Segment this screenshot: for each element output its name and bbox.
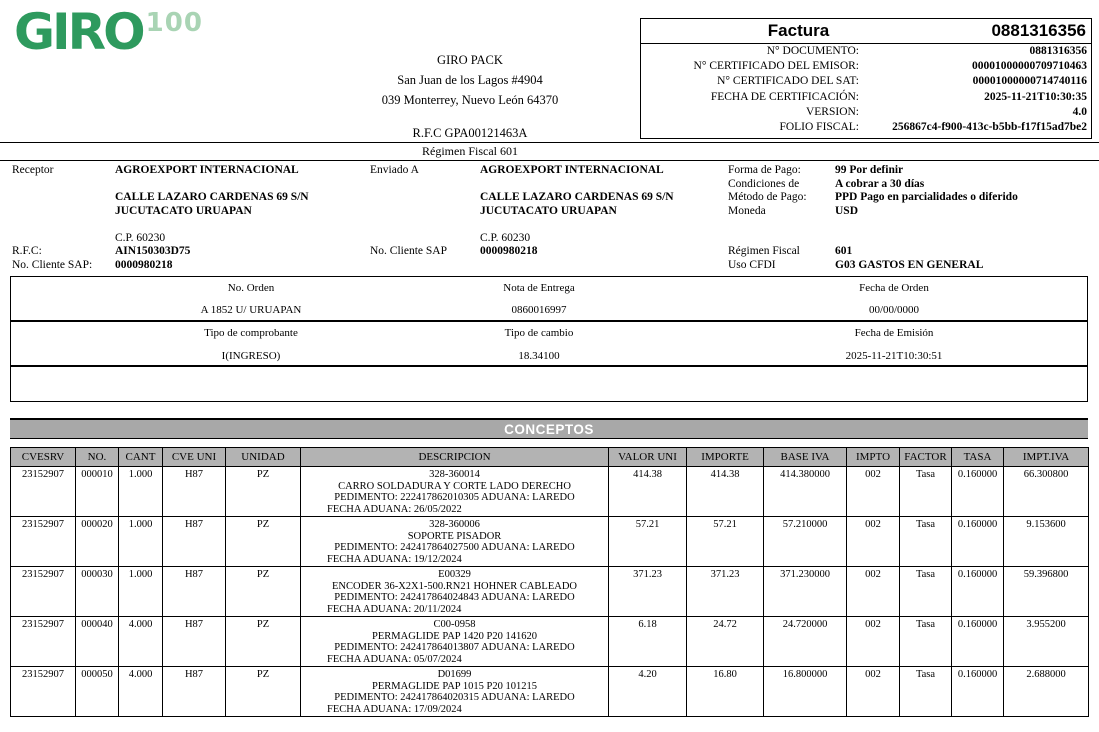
col-header-factor: FACTOR: [900, 448, 952, 467]
cell-cve-uni: H87: [163, 567, 226, 617]
factura-field-value: 2025-11-21T10:30:35: [984, 90, 1087, 103]
receptor-sap-label: No. Cliente SAP:: [12, 258, 93, 271]
forma-pago-value: 99 Por definir: [835, 164, 904, 176]
cell-importe: 16.80: [687, 667, 764, 717]
col-header-valor-uni: VALOR UNI: [609, 448, 687, 467]
col-header-unidad: UNIDAD: [226, 448, 301, 467]
metodo-pago-value: PPD Pago en parcialidades o diferido: [835, 191, 1018, 203]
order-no-value: A 1852 U/ URUAPAN: [200, 304, 302, 316]
cell-tasa: 0.160000: [952, 667, 1004, 717]
table-row: [11, 467, 1089, 517]
divider: [0, 160, 1099, 161]
cell-valor-uni: 4.20: [609, 667, 687, 717]
table-row: [11, 667, 1089, 717]
cell-valor-uni: 6.18: [609, 617, 687, 667]
cell-descripcion: [301, 517, 609, 567]
col-header-no: NO.: [76, 448, 119, 467]
delivery-note-value: 0860016997: [511, 304, 567, 316]
item-code: E00329: [438, 569, 471, 580]
item-pedimento: PEDIMENTO: 242417864027500 ADUANA: LAREDO: [334, 542, 575, 553]
order-box: [10, 276, 1088, 402]
cell-descripcion: [301, 467, 609, 517]
cell-descripcion: [301, 617, 609, 667]
exchange-rate-header: Tipo de cambio: [504, 327, 574, 339]
item-code: 328-360014: [429, 469, 480, 480]
regimen-fiscal-label: Régimen Fiscal: [728, 245, 800, 257]
enviado-sap-value: 0000980218: [480, 245, 538, 257]
factura-field-value: 0881316356: [1029, 45, 1087, 57]
emitter-address-line2: 039 Monterrey, Nuevo León 64370: [381, 93, 559, 107]
cell-impt-iva: 59.396800: [1004, 567, 1089, 617]
col-header-descripcion: DESCRIPCION: [301, 448, 609, 467]
cell-cvesrv: 23152907: [11, 517, 76, 567]
factura-field-value: 00001000000714740116: [972, 75, 1087, 88]
conceptos-section-header: CONCEPTOS: [10, 418, 1088, 439]
enviado-cp: C.P. 60230: [480, 231, 531, 244]
receptor-label: Receptor: [12, 164, 54, 176]
factura-number: 0881316356: [991, 21, 1086, 40]
col-header-impt-iva: IMPT.IVA: [1004, 448, 1089, 467]
cell-cant: 1.000: [119, 567, 163, 617]
item-code: 328-360006: [429, 519, 480, 530]
cell-unidad: PZ: [226, 567, 301, 617]
cell-base-iva: 371.230000: [764, 567, 847, 617]
conceptos-table: [10, 447, 1089, 717]
order-date-header: Fecha de Orden: [859, 282, 929, 294]
factura-field-label: N° DOCUMENTO:: [766, 45, 859, 57]
payment-values-column: [835, 164, 1095, 272]
item-pedimento: PEDIMENTO: 242417864020315 ADUANA: LAREDO: [334, 692, 575, 703]
table-row: [11, 617, 1089, 667]
item-name: SOPORTE PISADOR: [407, 530, 502, 542]
factura-field-label: N° CERTIFICADO DEL EMISOR:: [693, 60, 859, 73]
receptor-rfc-label: R.F.C:: [12, 245, 42, 257]
logo-100-text: 100: [145, 8, 203, 38]
item-pedimento: PEDIMENTO: 242417864024843 ADUANA: LAREDO: [334, 592, 575, 603]
cell-valor-uni: 57.21: [609, 517, 687, 567]
cell-no: 000020: [76, 517, 119, 567]
exchange-rate-value: 18.34100: [518, 350, 560, 362]
cell-cve-uni: H87: [163, 467, 226, 517]
cell-tasa: 0.160000: [952, 517, 1004, 567]
factura-field-label: FOLIO FISCAL:: [779, 121, 859, 134]
company-logo: [14, 3, 203, 61]
cell-importe: 371.23: [687, 567, 764, 617]
receptor-address1: CALLE LAZARO CARDENAS 69 S/N: [115, 191, 309, 203]
issue-date-header: Fecha de Emisión: [854, 327, 934, 339]
cell-factor: Tasa: [900, 467, 952, 517]
voucher-type-header: Tipo de comprobante: [204, 327, 298, 339]
cell-impto: 002: [847, 517, 900, 567]
emitter-rfc: R.F.C GPA00121463A: [412, 126, 528, 140]
cell-impto: 002: [847, 467, 900, 517]
col-header-cve-uni: CVE UNI: [163, 448, 226, 467]
factura-field: [641, 44, 1091, 59]
receptor-values-column: [115, 164, 365, 272]
factura-title: Factura: [767, 21, 830, 40]
item-name: PERMAGLIDE PAP 1015 P20 101215: [372, 680, 537, 692]
item-name: CARRO SOLDADURA Y CORTE LADO DERECHO: [338, 480, 571, 492]
cell-importe: 57.21: [687, 517, 764, 567]
cell-impt-iva: 9.153600: [1004, 517, 1089, 567]
cell-descripcion: [301, 667, 609, 717]
factura-field: [641, 90, 1091, 105]
cell-impt-iva: 66.300800: [1004, 467, 1089, 517]
col-header-impto: IMPTO: [847, 448, 900, 467]
factura-title-row: [641, 19, 1091, 44]
factura-field: [641, 74, 1091, 89]
cell-base-iva: 24.720000: [764, 617, 847, 667]
moneda-value: USD: [835, 204, 859, 217]
cell-tasa: 0.160000: [952, 467, 1004, 517]
cell-impto: 002: [847, 667, 900, 717]
table-row: [11, 567, 1089, 617]
item-fecha-aduana: FECHA ADUANA: 05/07/2024: [327, 653, 462, 665]
order-no-header: No. Orden: [227, 282, 275, 294]
forma-pago-label: Forma de Pago:: [728, 164, 801, 176]
logo-giro-text: GIRO: [14, 3, 143, 61]
receptor-rfc-value: AIN150303D75: [115, 245, 191, 257]
moneda-label: Moneda: [728, 204, 766, 217]
cell-cant: 1.000: [119, 467, 163, 517]
item-fecha-aduana: FECHA ADUANA: 26/05/2022: [327, 503, 462, 515]
divider: [0, 142, 1099, 143]
emitter-name: GIRO PACK: [437, 53, 503, 67]
metodo-pago-label: Método de Pago:: [728, 191, 807, 203]
receptor-name: AGROEXPORT INTERNACIONAL: [115, 164, 299, 176]
cell-no: 000040: [76, 617, 119, 667]
col-header-base-iva: BASE IVA: [764, 448, 847, 467]
delivery-note-header: Nota de Entrega: [503, 282, 575, 294]
voucher-type-value: I(INGRESO): [221, 350, 281, 362]
enviado-address1: CALLE LAZARO CARDENAS 69 S/N: [480, 191, 674, 203]
cell-base-iva: 16.800000: [764, 667, 847, 717]
cell-no: 000030: [76, 567, 119, 617]
receptor-cp: C.P. 60230: [115, 231, 166, 244]
cell-valor-uni: 371.23: [609, 567, 687, 617]
enviado-values-column: [480, 164, 730, 259]
item-name: ENCODER 36-X2X1-500.RN21 HOHNER CABLEADO: [332, 580, 577, 592]
divider: [11, 320, 1087, 322]
cell-tasa: 0.160000: [952, 617, 1004, 667]
col-header-tasa: TASA: [952, 448, 1004, 467]
cell-cant: 4.000: [119, 617, 163, 667]
payment-labels-column: [728, 164, 833, 272]
cell-impto: 002: [847, 617, 900, 667]
cell-factor: Tasa: [900, 617, 952, 667]
uso-cfdi-label: Uso CFDI: [728, 258, 776, 271]
cell-impt-iva: 2.688000: [1004, 667, 1089, 717]
cell-factor: Tasa: [900, 567, 952, 617]
cell-importe: 24.72: [687, 617, 764, 667]
cell-cvesrv: 23152907: [11, 467, 76, 517]
emitter-regimen: Régimen Fiscal 601: [422, 144, 518, 158]
item-fecha-aduana: FECHA ADUANA: 17/09/2024: [327, 703, 462, 715]
factura-box: [640, 18, 1092, 139]
cell-base-iva: 414.380000: [764, 467, 847, 517]
factura-field-label: FECHA DE CERTIFICACIÓN:: [710, 90, 859, 103]
factura-field: [641, 105, 1091, 120]
cell-valor-uni: 414.38: [609, 467, 687, 517]
cell-unidad: PZ: [226, 617, 301, 667]
item-code: C00-0958: [433, 619, 476, 630]
item-fecha-aduana: FECHA ADUANA: 19/12/2024: [327, 553, 462, 565]
enviado-name: AGROEXPORT INTERNACIONAL: [480, 164, 664, 176]
cell-unidad: PZ: [226, 517, 301, 567]
issue-date-value: 2025-11-21T10:30:51: [845, 350, 943, 362]
receptor-labels-column: [12, 164, 112, 272]
cell-no: 000010: [76, 467, 119, 517]
factura-field-value: 4.0: [1072, 105, 1087, 118]
cell-impto: 002: [847, 567, 900, 617]
item-code: D01699: [437, 669, 472, 680]
cell-cve-uni: H87: [163, 667, 226, 717]
table-header-row: [11, 448, 1089, 467]
factura-field: [641, 120, 1091, 135]
emitter-block: [250, 50, 690, 110]
item-pedimento: PEDIMENTO: 242417864013807 ADUANA: LAREDO: [334, 642, 575, 653]
col-header-cant: CANT: [119, 448, 163, 467]
col-header-cvesrv: CVESRV: [11, 448, 76, 467]
factura-field: [641, 59, 1091, 74]
cell-cant: 1.000: [119, 517, 163, 567]
receptor-address2: JUCUTACATO URUAPAN: [115, 204, 252, 217]
item-name: PERMAGLIDE PAP 1420 P20 141620: [372, 630, 537, 642]
table-row: [11, 517, 1089, 567]
factura-field-label: N° CERTIFICADO DEL SAT:: [717, 75, 859, 88]
order-date-value: 00/00/0000: [868, 304, 920, 316]
cell-unidad: PZ: [226, 467, 301, 517]
cell-base-iva: 57.210000: [764, 517, 847, 567]
uso-cfdi-value: G03 GASTOS EN GENERAL: [835, 258, 984, 271]
cell-no: 000050: [76, 667, 119, 717]
cell-importe: 414.38: [687, 467, 764, 517]
cell-cve-uni: H87: [163, 517, 226, 567]
condiciones-value: A cobrar a 30 días: [835, 177, 925, 190]
receptor-sap-value: 0000980218: [115, 258, 173, 271]
item-pedimento: PEDIMENTO: 222417862010305 ADUANA: LAREDO: [334, 492, 575, 503]
cell-cvesrv: 23152907: [11, 617, 76, 667]
cell-cvesrv: 23152907: [11, 567, 76, 617]
item-fecha-aduana: FECHA ADUANA: 20/11/2024: [327, 603, 462, 615]
regimen-fiscal-value: 601: [835, 245, 853, 257]
condiciones-label: Condiciones de: [728, 177, 800, 190]
cell-factor: Tasa: [900, 517, 952, 567]
cell-cant: 4.000: [119, 667, 163, 717]
cell-impt-iva: 3.955200: [1004, 617, 1089, 667]
factura-field-value: 256867c4-f900-413c-b5bb-f17f15ad7be2: [892, 121, 1087, 134]
enviado-address2: JUCUTACATO URUAPAN: [480, 204, 617, 217]
enviado-label: Enviado A: [370, 164, 419, 176]
factura-field-value: 00001000000709710463: [972, 60, 1087, 73]
cell-unidad: PZ: [226, 667, 301, 717]
cell-cvesrv: 23152907: [11, 667, 76, 717]
divider: [11, 365, 1087, 367]
cell-cve-uni: H87: [163, 617, 226, 667]
cell-factor: Tasa: [900, 667, 952, 717]
col-header-importe: IMPORTE: [687, 448, 764, 467]
cell-descripcion: [301, 567, 609, 617]
emitter-address-line1: San Juan de los Lagos #4904: [397, 73, 543, 87]
factura-field-label: VERSION:: [805, 105, 859, 118]
enviado-sap-label: No. Cliente SAP: [370, 245, 447, 257]
enviado-labels-column: [370, 164, 475, 259]
cell-tasa: 0.160000: [952, 567, 1004, 617]
